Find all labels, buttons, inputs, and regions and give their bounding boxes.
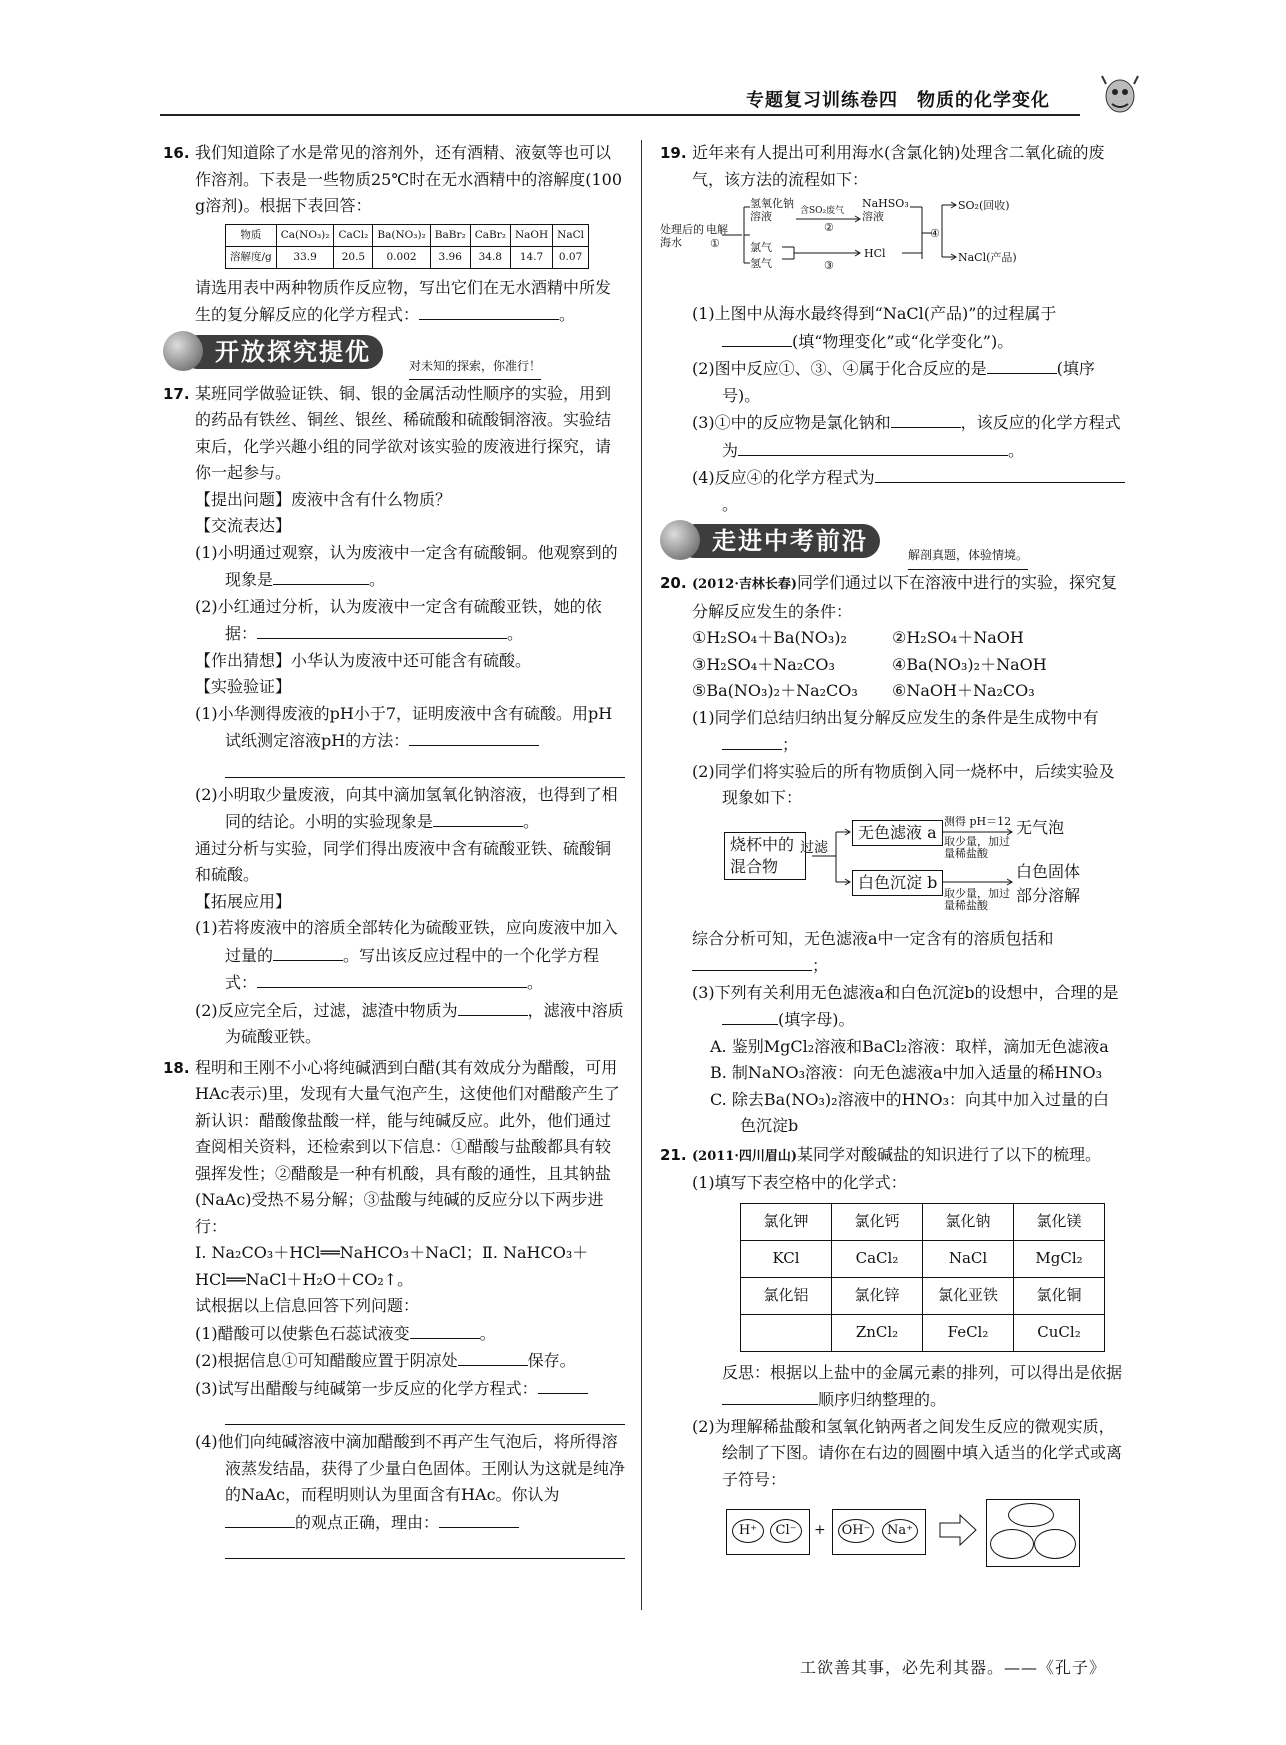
table-cell: 34.8 <box>470 246 510 268</box>
prompt-text: (1)上图中从海水最终得到“NaCl(产品)”的过程属于 <box>692 304 1057 323</box>
question-text <box>692 1142 1125 1171</box>
reaction-item: ③H₂SO₄＋Na₂CO₃ <box>692 654 835 674</box>
prompt-text: ，该反应的化学方程式为 <box>722 413 1121 460</box>
prompt-text: (2)反应完全后，过滤，滤渣中物质为 <box>195 1000 458 1020</box>
answer-blank[interactable] <box>225 1509 295 1528</box>
ion-oh: OH⁻ <box>838 1519 874 1543</box>
flow-step-1: ① <box>710 237 720 250</box>
prompt-text: 保存。 <box>527 1351 576 1370</box>
question-20 <box>660 570 1125 625</box>
sub-question: (4)反应④的化学方程式为。 <box>660 464 1125 518</box>
beaker-mixture-box: 烧杯中的混合物 <box>724 832 806 880</box>
answer-blank[interactable] <box>458 997 528 1016</box>
reaction-item: ①H₂SO₄＋Ba(NO₃)₂ <box>692 628 847 647</box>
filter-label: 过滤 <box>800 839 828 856</box>
answer-blank[interactable] <box>538 1375 588 1394</box>
flow-electrolysis: 电解 <box>706 223 728 236</box>
table-cell: 氯化亚铁 <box>923 1277 1014 1314</box>
answer-circle[interactable] <box>1034 1529 1076 1559</box>
reaction-item: ⑤Ba(NO₃)₂＋Na₂CO₃ <box>692 681 858 700</box>
answer-blank[interactable] <box>722 328 792 347</box>
prompt-text: 综合分析可知，无色滤液a中一定含有的溶质包括和 <box>692 928 1054 948</box>
prompt-text: (填序号)。 <box>722 359 1095 405</box>
filtrate-a-box: 无色滤液 a <box>852 820 943 846</box>
prompt-text: ，滤液中溶质为硫酸亚铁。 <box>225 1000 624 1046</box>
table-cell: Ca(NO₃)₂ <box>276 224 334 246</box>
answer-blank[interactable] <box>692 952 812 971</box>
flow-naoh: 氢氧化钠溶液 <box>750 197 794 223</box>
table-cell: NaCl <box>553 224 589 246</box>
table-cell: 溶解度/g <box>226 246 277 268</box>
banner-subtitle: 解剖真题，体验情境。 <box>908 542 1028 570</box>
banner-subtitle: 对未知的探索，你准行！ <box>409 353 541 381</box>
table-cell: 0.07 <box>553 246 589 268</box>
prompt-text: 顺序归纳整理的。 <box>818 1390 947 1409</box>
answer-blank[interactable] <box>433 808 523 827</box>
flow-step-2: ② <box>824 221 834 234</box>
flow-step-3: ③ <box>824 259 834 272</box>
answer-blank[interactable] <box>273 942 343 961</box>
table-header-row <box>226 224 589 246</box>
question-text <box>692 570 1125 625</box>
question-16-ask: 请选用表中两种物质作反应物，写出它们在无水酒精中所发生的复分解反应的化学方程式： 。 <box>195 277 612 324</box>
table-cell: 氯化锌 <box>832 1277 923 1314</box>
add-hcl-label-2: 取少量，加过量稀盐酸 <box>944 886 1010 912</box>
ph-label: 测得 pH＝12 <box>944 814 1012 828</box>
prompt-text: 反思：根据以上盐中的金属元素的排列，可以得出是依据 <box>722 1362 1123 1382</box>
answer-blank[interactable] <box>722 1386 818 1405</box>
question-number: 16. <box>163 144 190 162</box>
prompt-text: (4)反应④的化学方程式为 <box>692 468 875 487</box>
section-heading: 【实验验证】 <box>195 677 292 696</box>
sub-question: (2)为理解稀盐酸和氢氧化钠两者之间发生反应的微观实质，绘制了下图。请你在右边的圆圈中填入适当的化学式或离子符号： <box>692 1416 1123 1489</box>
sub-question: 综合分析可知，无色滤液a中一定含有的溶质包括和 ； <box>692 928 1054 975</box>
option-a: A. 鉴别MgCl₂溶液和BaCl₂溶液：取样，滴加无色滤液a <box>710 1036 1109 1056</box>
prompt-text: (3)下列有关利用无色滤液a和白色沉淀b的设想中，合理的是 <box>692 982 1119 1002</box>
ion-h: H⁺ <box>732 1519 764 1543</box>
reaction-item: ④Ba(NO₃)₂＋NaOH <box>892 654 1047 674</box>
equation-text: Ⅰ. Na₂CO₃＋HCl══NaHCO₃＋NaCl；Ⅱ. NaHCO₃＋HCl══NaCl＋H₂O＋CO₂↑。 <box>195 1243 589 1289</box>
question-16 <box>163 140 625 220</box>
ion-cl: Cl⁻ <box>770 1519 802 1543</box>
answer-circle[interactable] <box>990 1529 1034 1559</box>
prompt-text: 请选用表中两种物质作反应物，写出它们在无水酒精中所发生的复分解反应的化学方程式： <box>195 277 612 324</box>
sub-question <box>660 355 1125 409</box>
sub-question: (1)小明通过观察，认为废液中一定含有硫酸铜。他观察到的现象是 。 <box>195 542 618 589</box>
section-heading: 【提出问题】废液中含有什么物质？ <box>195 489 452 509</box>
prompt-text: (1)小明通过观察，认为废液中一定含有硫酸铜。他观察到的现象是 <box>195 542 618 589</box>
prompt-text: (4)他们向纯碱溶液中滴加醋酸到不再产生气泡后，将所得溶液蒸发结晶，获得了少量白色固体。王刚认为这就是纯净的NaAc，而程明则认为里面含有HAc。你认为 <box>195 1432 626 1504</box>
answer-line[interactable] <box>225 755 625 778</box>
answer-blank[interactable] <box>722 1006 778 1025</box>
table-cell: 物质 <box>226 224 277 246</box>
column-divider <box>641 140 642 1610</box>
table-cell: 氯化钠 <box>923 1203 1014 1240</box>
table-cell: 氯化铜 <box>1014 1277 1105 1314</box>
precipitate-b-box: 白色沉淀 b <box>852 870 943 896</box>
table-row <box>741 1240 1105 1277</box>
reaction-item: ②H₂SO₄＋NaOH <box>892 628 1024 647</box>
flow-seawater: 处理后的海水 <box>660 223 704 249</box>
sub-question <box>660 980 1125 1034</box>
plus-sign: + <box>814 1522 826 1538</box>
prompt-text: (填“物理变化”或“化学变化”)。 <box>792 331 1014 351</box>
question-text: 某班同学做验证铁、铜、银的金属活动性顺序的实验，用到的药品有铁丝、铜丝、银丝、稀硫酸和硫酸铜溶液。实验结束后，化学兴趣小组的同学欲对该实验的废液进行探究，请你一起参与。 <box>195 383 612 482</box>
answer-blank[interactable] <box>419 301 559 320</box>
sub-question <box>163 1375 625 1403</box>
solubility-table <box>225 224 589 269</box>
question-number: 17. <box>163 384 190 403</box>
ion-diagram <box>660 1499 1125 1569</box>
section-banner-exam <box>660 520 1125 566</box>
sub-question: (1)若将废液中的溶质全部转化为硫酸亚铁，应向废液中加入过量的 。写出该反应过程中的一个化学方程式： 。 <box>195 918 618 992</box>
table-row <box>741 1203 1105 1240</box>
paragraph: 通过分析与实验，同学们得出废液中含有硫酸亚铁、硫酸铜和硫酸。 <box>195 838 612 884</box>
prompt-text: (1)小华测得废液的pH小于7，证明废液中含有硫酸。用pH试纸测定溶液pH的方法： <box>195 703 613 750</box>
right-arrow-icon <box>938 1513 978 1547</box>
section-banner-open <box>163 331 625 377</box>
question-text: 程明和王刚不小心将纯碱洒到白醋(其有效成分为醋酸，可用HAc表示)里，发现有大量气泡产生，这使他们对醋酸产生了新认识：醋酸像盐酸一样，能与纯碱反应。此外，他们通过查阅相关资料，还检索到以下信息：①醋酸与盐酸都具有较强挥发性；②醋酸是一种有机酸，具有酸的通性，且其钠盐(NaAc)受热不易分解；③盐酸与纯碱的反应分以下两步进行： <box>195 1057 620 1236</box>
table-cell: 氯化铝 <box>741 1277 832 1314</box>
table-row <box>226 246 589 268</box>
question-number: 18. <box>163 1058 190 1077</box>
page-header <box>160 86 1120 116</box>
table-cell: CuCl₂ <box>1014 1314 1105 1351</box>
chloride-table <box>740 1203 1105 1352</box>
banner-title: 开放探究提优 <box>181 335 383 369</box>
table-cell: CaCl₂ <box>832 1240 923 1277</box>
table-cell: KCl <box>741 1240 832 1277</box>
prompt-text: 。写出该反应过程中的一个化学方程式： <box>225 945 600 992</box>
ion-na: Na⁺ <box>882 1519 918 1543</box>
prompt-text: (2)小明取少量废液，向其中滴加氢氧化钠溶液，也得到了相同的结论。小明的实验现象是 <box>195 784 618 831</box>
reflection <box>660 1360 1125 1414</box>
prompt-text: (2)根据信息①可知醋酸应置于阴凉处 <box>195 1351 458 1370</box>
add-hcl-label-1: 取少量，加过量稀盐酸 <box>944 834 1010 860</box>
table-cell: ZnCl₂ <box>832 1314 923 1351</box>
question-text: 近年来有人提出可利用海水(含氯化钠)处理含二氧化硫的废气，该方法的流程如下： <box>692 143 1105 189</box>
footer-quote: 工欲善其事，必先利其器。——《孔子》 <box>800 1658 1107 1677</box>
table-cell: NaCl <box>923 1240 1014 1277</box>
sub-question: (1)填写下表空格中的化学式： <box>692 1173 907 1192</box>
question-number: 20. <box>660 574 687 592</box>
option-c: C. 除去Ba(NO₃)₂溶液中的HNO₃：向其中加入过量的白色沉淀b <box>710 1089 1110 1135</box>
prompt-text: (1)若将废液中的溶质全部转化为硫酸亚铁，应向废液中加入过量的 <box>195 918 618 965</box>
flow-so2-recycle: SO₂(回收) <box>958 199 1010 212</box>
sub-question: (2)同学们将实验后的所有物质倒入同一烧杯中，后续实验及现象如下： <box>692 761 1115 807</box>
process-flowchart <box>660 197 1125 297</box>
answer-line[interactable] <box>225 1536 625 1559</box>
prompt-text: (1)同学们总结归纳出复分解反应发生的条件是生成物中有 <box>692 707 1099 727</box>
mascot-icon <box>1098 74 1142 124</box>
sub-question: (3)①中的反应物是氯化钠和 ，该反应的化学方程式为 。 <box>660 409 1125 464</box>
table-cell: BaBr₂ <box>430 224 470 246</box>
question-number: 21. <box>660 1145 687 1164</box>
header-rule <box>160 114 1080 116</box>
table-row <box>741 1277 1105 1314</box>
question-text: 我们知道除了水是常见的溶剂外，还有酒精、液氨等也可以作溶剂。下表是一些物质25℃时在无水酒精中的溶解度(100 g溶剂)。根据下表回答： <box>195 143 623 215</box>
flow-step-4: ④ <box>930 227 940 240</box>
section-heading: 【交流表达】 <box>195 516 292 535</box>
table-cell: 氯化钾 <box>741 1203 832 1240</box>
answer-blank[interactable] <box>257 969 527 988</box>
flow-nahso3: NaHSO₃溶液 <box>862 197 909 223</box>
sub-question <box>163 997 625 1051</box>
flow-nacl-product: NaCl(产品) <box>958 251 1017 264</box>
table-cell: CaBr₂ <box>470 224 510 246</box>
reaction-list <box>660 625 1125 705</box>
answer-blank[interactable] <box>439 1509 519 1528</box>
prompt-text: (2)小红通过分析，认为废液中一定含有硫酸亚铁，她的依据： <box>195 596 602 643</box>
flow-h2: 氢气 <box>750 257 772 270</box>
flow-so2-gas: 含SO₂废气 <box>800 206 845 216</box>
question-source: (2011·四川眉山) <box>692 1148 798 1164</box>
prompt-text: (1)醋酸可以使紫色石蕊试液变 <box>195 1323 410 1343</box>
page-title: 专题复习训练卷四 物质的化学变化 <box>746 90 1050 111</box>
table-cell: CaCl₂ <box>334 224 373 246</box>
sub-question <box>163 1347 625 1375</box>
sub-question <box>660 301 1125 355</box>
question-number: 19. <box>660 144 687 162</box>
answer-blank[interactable] <box>257 620 507 639</box>
table-row <box>741 1314 1105 1351</box>
table-cell: 氯化镁 <box>1014 1203 1105 1240</box>
table-cell: 0.002 <box>373 246 430 268</box>
answer-blank[interactable] <box>722 731 782 750</box>
lightbulb-icon <box>163 331 203 371</box>
paragraph: 试根据以上信息回答下列问题： <box>195 1296 420 1315</box>
table-cell: FeCl₂ <box>923 1314 1014 1351</box>
no-bubble-label: 无气泡 <box>1016 817 1065 837</box>
table-cell-blank[interactable] <box>741 1314 832 1351</box>
sub-question: (1)同学们总结归纳出复分解反应发生的条件是生成物中有； <box>692 707 1099 754</box>
answer-blank[interactable] <box>987 355 1057 374</box>
table-cell: Ba(NO₃)₂ <box>373 224 430 246</box>
answer-blank[interactable] <box>891 409 961 428</box>
question-source: (2012·吉林长春) <box>692 577 798 592</box>
prompt-text: (填字母)。 <box>778 1010 855 1029</box>
prompt-text: 某同学对酸碱盐的知识进行了以下的梳理。 <box>797 1144 1102 1164</box>
answer-blank[interactable] <box>410 1320 480 1339</box>
answer-blank[interactable] <box>273 566 369 585</box>
right-column <box>660 140 1125 1569</box>
answer-blank[interactable] <box>458 1347 528 1366</box>
question-19 <box>660 140 1125 193</box>
left-column <box>163 140 625 1563</box>
flow-hcl: HCl <box>864 247 886 260</box>
banner-title: 走进中考前沿 <box>678 524 880 558</box>
experiment-diagram <box>660 816 1125 920</box>
answer-circle[interactable] <box>1008 1503 1054 1527</box>
mascot-face-icon <box>660 520 700 560</box>
question-17 <box>163 381 625 487</box>
option-b: B. 制NaNO₃溶液：向无色滤液a中加入适量的稀HNO₃ <box>710 1063 1103 1082</box>
sub-question <box>163 1429 625 1536</box>
table-cell: 33.9 <box>276 246 334 268</box>
table-cell: NaOH <box>510 224 552 246</box>
sub-question: (2)小明取少量废液，向其中滴加氢氧化钠溶液，也得到了相同的结论。小明的实验现象是 。 <box>195 784 618 831</box>
table-cell: 氯化钙 <box>832 1203 923 1240</box>
solid-dissolve-label: 白色固体部分溶解 <box>1016 861 1081 905</box>
table-cell: MgCl₂ <box>1014 1240 1105 1277</box>
answer-blank[interactable] <box>738 437 1008 456</box>
sub-question: (1)醋酸可以使紫色石蕊试液变 。 <box>163 1320 625 1348</box>
answer-line[interactable] <box>225 1402 625 1425</box>
table-cell: 14.7 <box>510 246 552 268</box>
prompt-text: (3)①中的反应物是氯化钠和 <box>692 413 891 432</box>
question-21 <box>660 1142 1125 1171</box>
reaction-item: ⑥NaOH＋Na₂CO₃ <box>892 681 1035 700</box>
section-heading: 【拓展应用】 <box>195 891 292 911</box>
answer-blank[interactable] <box>409 727 539 746</box>
prompt-text: 同学们通过以下在溶液中进行的实验，探究复分解反应发生的条件： <box>692 573 1118 621</box>
prompt-text: 的观点正确，理由： <box>295 1512 440 1532</box>
table-cell: 20.5 <box>334 246 373 268</box>
sub-question: (2)小红通过分析，认为废液中一定含有硫酸亚铁，她的依据： 。 <box>195 596 602 643</box>
prompt-text: (3)试写出醋酸与纯碱第一步反应的化学方程式： <box>195 1378 538 1398</box>
section-heading: 【作出猜想】小华认为废液中还可能含有硫酸。 <box>195 650 532 670</box>
sub-question <box>163 701 625 755</box>
answer-blank[interactable] <box>875 464 1125 483</box>
table-cell: 3.96 <box>430 246 470 268</box>
question-18 <box>163 1055 625 1241</box>
prompt-text: (2)图中反应①、③、④属于化合反应的是 <box>692 359 987 378</box>
flow-cl2: 氯气 <box>750 241 772 254</box>
